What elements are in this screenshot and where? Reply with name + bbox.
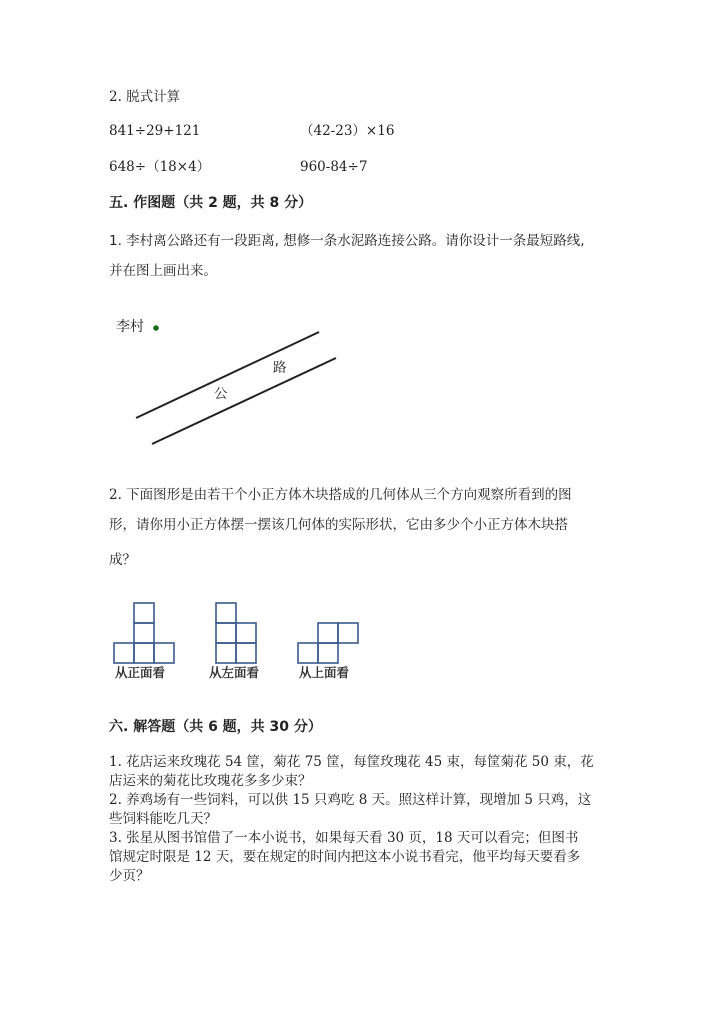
calc-item: （42-23）×16 (300, 123, 395, 139)
road-label: 公 (214, 386, 228, 402)
q2-line: 2. 下面图形是由若干个小正方体木块搭成的几何体从三个方向观察所看到的图 (109, 487, 572, 503)
s6-line: 少页？ (109, 868, 150, 884)
q2-line: 形，请你用小正方体摆一摆该几何体的实际形状，它由多少个小正方体木块搭 (109, 517, 568, 533)
road-edge-upper (136, 332, 319, 418)
view-label-top: 从上面看 (299, 665, 350, 680)
s6-line: 店运来的菊花比玫瑰花多多少束？ (109, 773, 312, 789)
calc-item: 648÷（18×4） (109, 159, 211, 175)
q1-line: 1. 李村离公路还有一段距离, 想修一条水泥路连接公路。请你设计一条最短路线, (109, 233, 585, 249)
q1-line: 并在图上画出来。 (109, 263, 217, 279)
top-view-grid (298, 623, 358, 663)
road-label: 路 (273, 360, 287, 376)
section6-heading: 六. 解答题（共 6 题，共 30 分） (109, 719, 322, 735)
village-label: 李村 (116, 319, 144, 335)
calc-item: 841÷29+121 (109, 123, 201, 139)
left-view-grid (216, 603, 256, 663)
s6-line: 2. 养鸡场有一些饲料，可以供 15 只鸡吃 8 天。照这样计算，现增加 5 只鸡，这 (109, 792, 592, 808)
calc-title: 2. 脱式计算 (109, 89, 181, 105)
q2-line: 成？ (109, 552, 136, 568)
village-dot (153, 325, 159, 331)
road-edge-lower (152, 358, 336, 444)
view-label-left: 从左面看 (209, 665, 260, 680)
s6-line: 1. 花店运来玫瑰花 54 筐，菊花 75 筐，每筐玫瑰花 45 束，每筐菊花 50 束，花 (109, 754, 594, 770)
calc-item: 960-84÷7 (300, 159, 368, 175)
section5-heading: 五. 作图题（共 2 题，共 8 分） (109, 195, 313, 211)
front-view-grid (114, 603, 174, 663)
s6-line: 3. 张星从图书馆借了一本小说书，如果每天看 30 页，18 天可以看完；但图书 (109, 830, 579, 846)
s6-line: 些饲料能吃几天？ (109, 811, 217, 827)
view-label-front: 从正面看 (115, 665, 166, 680)
s6-line: 馆规定时限是 12 天，要在规定的时间内把这本小说书看完，他平均每天要看多 (109, 849, 581, 865)
